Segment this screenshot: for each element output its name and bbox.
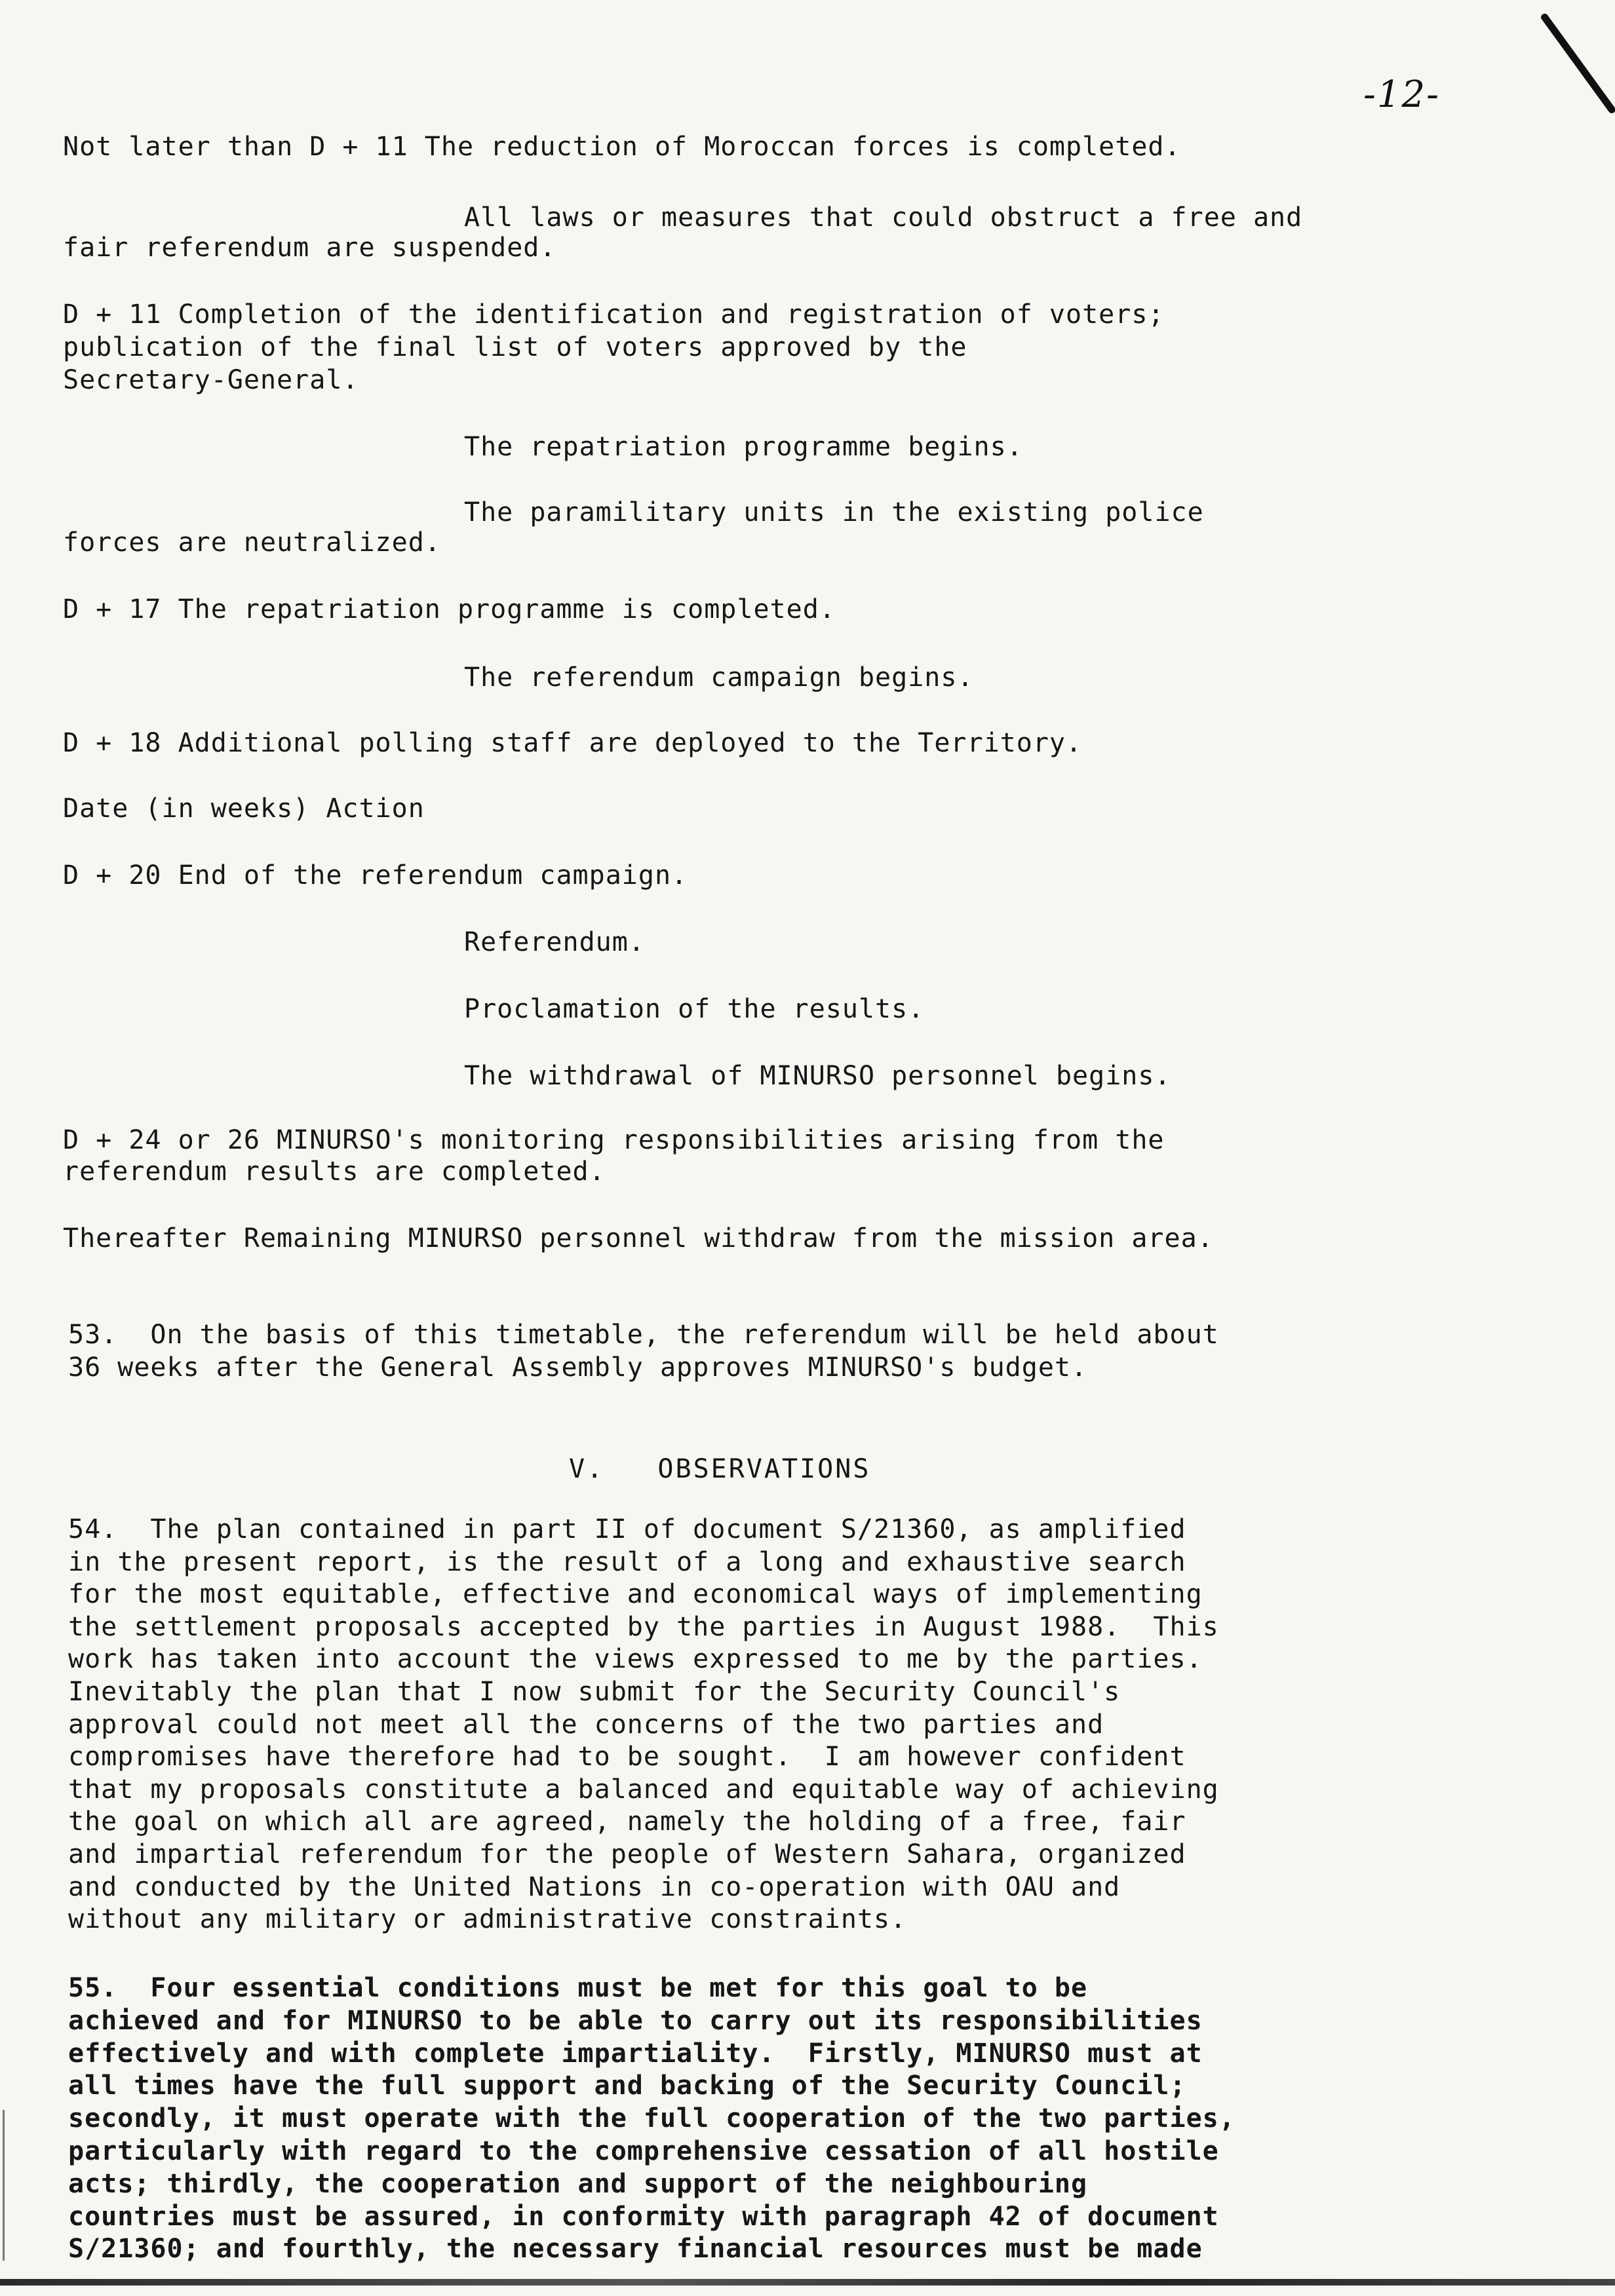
- paragraph-line: the settlement proposals accepted by the parties in August 1988. This: [68, 1611, 1219, 1642]
- paragraph-line: effectively and with complete impartiality. Firstly, MINURSO must at: [68, 2038, 1203, 2069]
- paragraph-line: and impartial referendum for the people of Western Sahara, organized: [68, 1839, 1186, 1869]
- timetable-line: The repatriation programme begins.: [464, 432, 1023, 462]
- scan-bottom-border: [0, 2279, 1615, 2286]
- paragraph-line: all times have the full support and backing of the Security Council;: [68, 2071, 1186, 2101]
- paragraph-line: 53. On the basis of this timetable, the referendum will be held about: [68, 1320, 1219, 1350]
- paragraph-line: and conducted by the United Nations in co-operation with OAU and: [68, 1871, 1121, 1902]
- timetable-line: The paramilitary units in the existing police: [464, 497, 1204, 527]
- timetable-line: Referendum.: [464, 927, 645, 957]
- timetable-line: Proclamation of the results.: [464, 994, 925, 1024]
- timetable-line: D + 24 or 26 MINURSO's monitoring responsibilities arising from the: [63, 1125, 1165, 1155]
- timetable-column-header: Date (in weeks) Action: [63, 794, 425, 824]
- page-number: -12-: [1363, 73, 1441, 116]
- timetable-line: referendum results are completed.: [63, 1157, 606, 1187]
- paragraph-line: countries must be assured, in conformity with paragraph 42 of document: [68, 2201, 1219, 2232]
- paragraph-line: Inevitably the plan that I now submit for the Security Council's: [68, 1676, 1121, 1707]
- paragraph-line: achieved and for MINURSO to be able to carry out its responsibilities: [68, 2005, 1203, 2036]
- timetable-line: D + 20 End of the referendum campaign.: [63, 860, 688, 890]
- paragraph-line: 54. The plan contained in part II of document S/21360, as amplified: [68, 1514, 1186, 1544]
- handwritten-stroke-mark: [1540, 12, 1615, 115]
- paragraph-line: in the present report, is the result of a long and exhaustive search: [68, 1546, 1186, 1577]
- paragraph-line: 55. Four essential conditions must be met for this goal to be: [68, 1973, 1088, 2003]
- paragraph-line: S/21360; and fourthly, the necessary financial resources must be made: [68, 2234, 1203, 2265]
- timetable-line: Secretary-General.: [63, 365, 359, 395]
- timetable-line: D + 17 The repatriation programme is completed.: [63, 594, 836, 624]
- paragraph-line: approval could not meet all the concerns of the two parties and: [68, 1709, 1104, 1740]
- paragraph-53: [68, 1318, 1563, 1384]
- paragraph-line: secondly, it must operate with the full cooperation of the two parties,: [68, 2103, 1236, 2134]
- timetable-line: publication of the final list of voters approved by the: [63, 332, 967, 362]
- paragraph-line: acts; thirdly, the cooperation and support of the neighbouring: [68, 2168, 1088, 2199]
- paragraph-line: without any military or administrative constraints.: [68, 1904, 907, 1935]
- timetable-line: Thereafter Remaining MINURSO personnel withdraw from the mission area.: [63, 1223, 1214, 1253]
- section-heading: V. OBSERVATIONS: [569, 1454, 871, 1484]
- timetable-line: The withdrawal of MINURSO personnel begins.: [464, 1061, 1171, 1091]
- timetable-line: D + 11 Completion of the identification and registration of voters;: [63, 299, 1165, 330]
- paragraph-line: work has taken into account the views expressed to me by the parties.: [68, 1644, 1203, 1675]
- paragraph-55: [68, 1972, 1563, 2266]
- paragraph-line: 36 weeks after the General Assembly approves MINURSO's budget.: [68, 1352, 1088, 1383]
- paragraph-line: that my proposals constitute a balanced and equitable way of achieving: [68, 1774, 1219, 1805]
- timetable-line: forces are neutralized.: [63, 527, 441, 558]
- timetable-line: Not later than D + 11 The reduction of Moroccan forces is completed.: [63, 132, 1181, 162]
- timetable-line: The referendum campaign begins.: [464, 662, 974, 693]
- paragraph-54: [68, 1514, 1563, 1936]
- timetable-line: D + 18 Additional polling staff are deployed to the Territory.: [63, 728, 1083, 758]
- timetable-line: fair referendum are suspended.: [63, 233, 556, 263]
- paragraph-line: compromises have therefore had to be sought. I am however confident: [68, 1742, 1186, 1772]
- paragraph-line: for the most equitable, effective and economical ways of implementing: [68, 1579, 1203, 1610]
- scan-edge-mark: [3, 2110, 5, 2261]
- paragraph-line: the goal on which all are agreed, namely the holding of a free, fair: [68, 1807, 1186, 1837]
- timetable-line: All laws or measures that could obstruct a free and: [464, 202, 1303, 233]
- paragraph-line: particularly with regard to the comprehensive cessation of all hostile: [68, 2135, 1219, 2166]
